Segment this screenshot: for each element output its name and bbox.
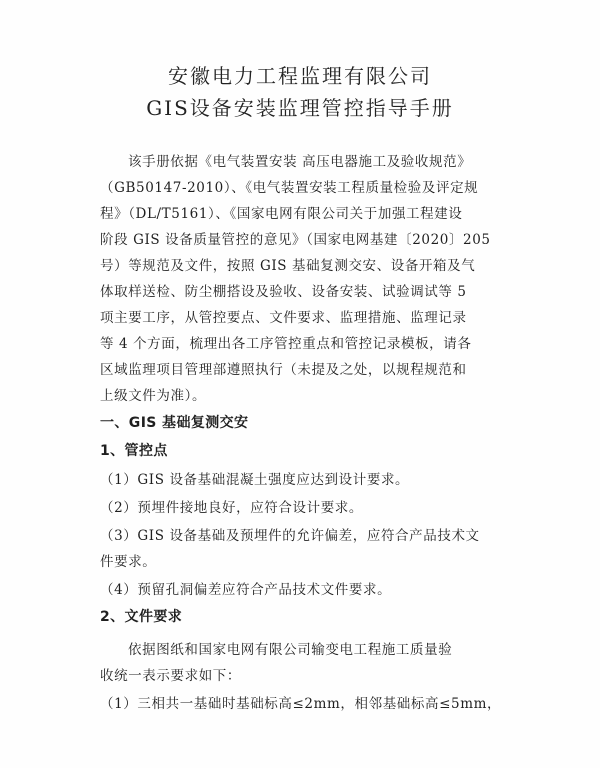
intro-line: 体取样送检、防尘棚搭设及验收、设备安装、试验调试等 5: [100, 284, 467, 300]
intro-line: 程》（DL/T5161）、《国家电网有限公司关于加强工程建设: [100, 206, 463, 222]
intro-line: 号）等规范及文件，按照 GIS 基础复测交安、设备开箱及气: [100, 258, 476, 274]
control-point-line: （4）预留孔洞偏差应符合产品技术文件要求。: [100, 582, 392, 598]
company-title: 安徽电力工程监理有限公司: [168, 64, 432, 88]
intro-line: 区域监理项目管理部遵照执行（未提及之处，以规程规范和: [100, 362, 467, 378]
intro-line: （GB50147-2010）、《电气装置安装工程质量检验及评定规: [100, 180, 479, 196]
control-point-line: （2）预埋件接地良好，应符合设计要求。: [100, 500, 363, 516]
file-requirement-line: 收统一表示要求如下：: [100, 668, 241, 684]
intro-line: 等 4 个方面，梳理出各工序管控重点和管控记录模板，请各: [100, 336, 472, 352]
control-point-line: （3）GIS 设备基础及预埋件的允许偏差，应符合产品技术文: [100, 528, 480, 544]
intro-line: 上级文件为准）。: [100, 388, 207, 404]
intro-line: 阶段 GIS 设备质量管控的意见》（国家电网基建〔2020〕205: [100, 232, 491, 248]
section-heading: 一、GIS 基础复测交安: [100, 415, 249, 431]
control-point-line: （1）GIS 设备基础混凝土强度应达到设计要求。: [100, 472, 410, 488]
file-requirement-line: 依据图纸和国家电网有限公司输变电工程施工质量验: [128, 642, 453, 658]
intro-line: 该手册依据《电气装置安装 高压电器施工及验收规范》: [128, 154, 472, 170]
file-requirement-line: （1）三相共一基础时基础标高≤2mm，相邻基础标高≤5mm，: [100, 696, 502, 712]
manual-title: GIS设备安装监理管控指导手册: [146, 96, 454, 120]
intro-line: 项主要工序，从管控要点、文件要求、监理措施、监理记录: [100, 310, 467, 326]
control-point-line: 件要求。: [100, 554, 157, 570]
subsection-heading: 2、文件要求: [100, 609, 183, 625]
subsection-heading: 1、管控点: [100, 443, 168, 459]
